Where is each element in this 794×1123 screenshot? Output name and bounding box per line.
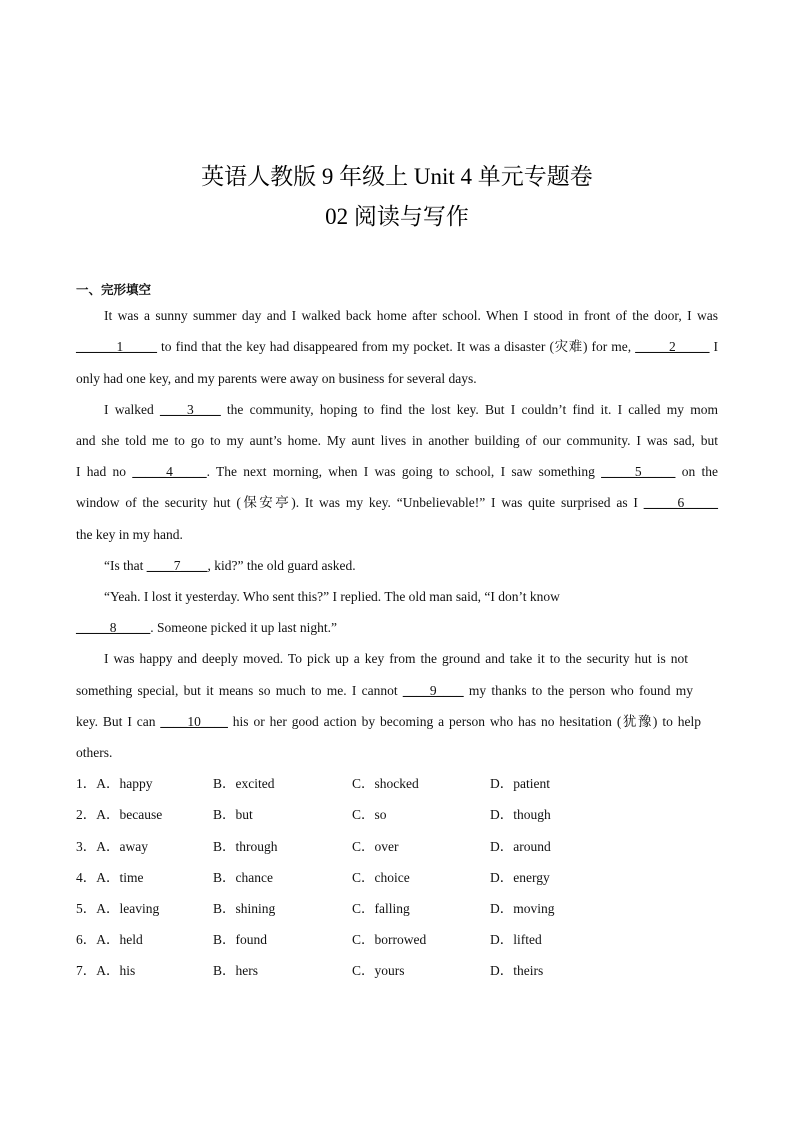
passage-line bbox=[76, 337, 718, 357]
passage-line: “Yeah. I lost it yesterday. Who sent this?” I replied. The old man said, “I don’t know bbox=[104, 589, 560, 604]
answer-blank: _____6_____ bbox=[643, 495, 718, 510]
option-c: C．so bbox=[352, 807, 387, 822]
option-d: D．energy bbox=[490, 870, 550, 885]
option-d: D．theirs bbox=[490, 963, 544, 978]
passage-line bbox=[104, 400, 718, 420]
option-a: 5．A．leaving bbox=[76, 901, 160, 916]
passage-text: key. But I can bbox=[76, 714, 161, 729]
option-b: B．excited bbox=[213, 776, 275, 791]
document-subtitle: 02 阅读与写作 bbox=[325, 204, 469, 229]
option-a: 7．A．his bbox=[76, 963, 136, 978]
passage-text: I bbox=[709, 339, 718, 354]
passage-text: on the bbox=[675, 464, 718, 479]
passage-line bbox=[76, 712, 701, 732]
answer-blank: _____2_____ bbox=[635, 339, 710, 354]
option-b: B．through bbox=[213, 839, 278, 854]
option-c: C．shocked bbox=[352, 776, 419, 791]
passage-line: It was a sunny summer day and I walked back home after school. When I stood in front of the door, I was bbox=[104, 308, 718, 323]
passage-line: others. bbox=[76, 745, 113, 760]
passage-text: to find that the key had disappeared from my pocket. It was a disaster (灾难) for me, bbox=[157, 339, 636, 354]
option-a: 2．A．because bbox=[76, 807, 163, 822]
option-d: D．patient bbox=[490, 776, 550, 791]
passage-text: something special, but it means so much to me. I cannot bbox=[76, 683, 403, 698]
document-title: 英语人教版 9 年级上 Unit 4 单元专题卷 bbox=[201, 164, 593, 189]
passage-text: his or her good action by becoming a person who has no hesitation (犹豫) to help bbox=[227, 714, 701, 729]
option-a: 3．A．away bbox=[76, 839, 148, 854]
passage-text: my thanks to the person who found my bbox=[463, 683, 693, 698]
passage-line: the key in my hand. bbox=[76, 527, 183, 542]
option-b: B．but bbox=[213, 807, 253, 822]
option-b: B．hers bbox=[213, 963, 258, 978]
answer-blank: _____8_____ bbox=[76, 620, 151, 635]
option-a: 1．A．happy bbox=[76, 776, 153, 791]
option-c: C．choice bbox=[352, 870, 410, 885]
passage-line bbox=[76, 618, 718, 638]
option-d: D．around bbox=[490, 839, 551, 854]
answer-blank: ____9____ bbox=[402, 683, 464, 698]
passage-line: and she told me to go to my aunt’s home. My aunt lives in another building of our community. I was sad, but bbox=[76, 433, 718, 448]
passage-text: “Is that bbox=[104, 558, 147, 573]
option-c: C．over bbox=[352, 839, 399, 854]
answer-blank: _____5_____ bbox=[601, 464, 676, 479]
passage-line bbox=[76, 681, 693, 701]
option-d: D．lifted bbox=[490, 932, 542, 947]
passage-text: . The next morning, when I was going to school, I saw something bbox=[206, 464, 602, 479]
option-a: 6．A．held bbox=[76, 932, 143, 947]
option-d: D．though bbox=[490, 807, 551, 822]
passage-text: the community, hoping to find the lost key. But I couldn’t find it. I called my mom bbox=[220, 402, 718, 417]
option-b: B．chance bbox=[213, 870, 273, 885]
option-c: C．falling bbox=[352, 901, 410, 916]
passage-line: I was happy and deeply moved. To pick up a key from the ground and take it to the security hut is not bbox=[104, 651, 688, 666]
option-b: B．shining bbox=[213, 901, 276, 916]
passage-line bbox=[104, 556, 718, 576]
answer-blank: ____7____ bbox=[146, 558, 208, 573]
passage-line bbox=[76, 493, 718, 513]
option-c: C．borrowed bbox=[352, 932, 427, 947]
section-heading: 一、完形填空 bbox=[76, 282, 152, 297]
passage-text: . Someone picked it up last night.” bbox=[150, 620, 337, 635]
passage-text: , kid?” the old guard asked. bbox=[207, 558, 356, 573]
option-c: C．yours bbox=[352, 963, 405, 978]
option-d: D．moving bbox=[490, 901, 555, 916]
passage-text: window of the security hut (保安亭). It was my key. “Unbelievable!” I was quite surprised as I bbox=[76, 495, 644, 510]
answer-blank: ______1_____ bbox=[76, 339, 157, 354]
option-a: 4．A．time bbox=[76, 870, 144, 885]
answer-blank: ____3____ bbox=[159, 402, 221, 417]
passage-line: only had one key, and my parents were away on business for several days. bbox=[76, 371, 477, 386]
passage-line bbox=[76, 462, 718, 482]
passage-text: I walked bbox=[104, 402, 160, 417]
passage-text: I had no bbox=[76, 464, 133, 479]
answer-blank: _____4_____ bbox=[132, 464, 207, 479]
option-b: B．found bbox=[213, 932, 267, 947]
answer-blank: ____10____ bbox=[160, 714, 228, 729]
